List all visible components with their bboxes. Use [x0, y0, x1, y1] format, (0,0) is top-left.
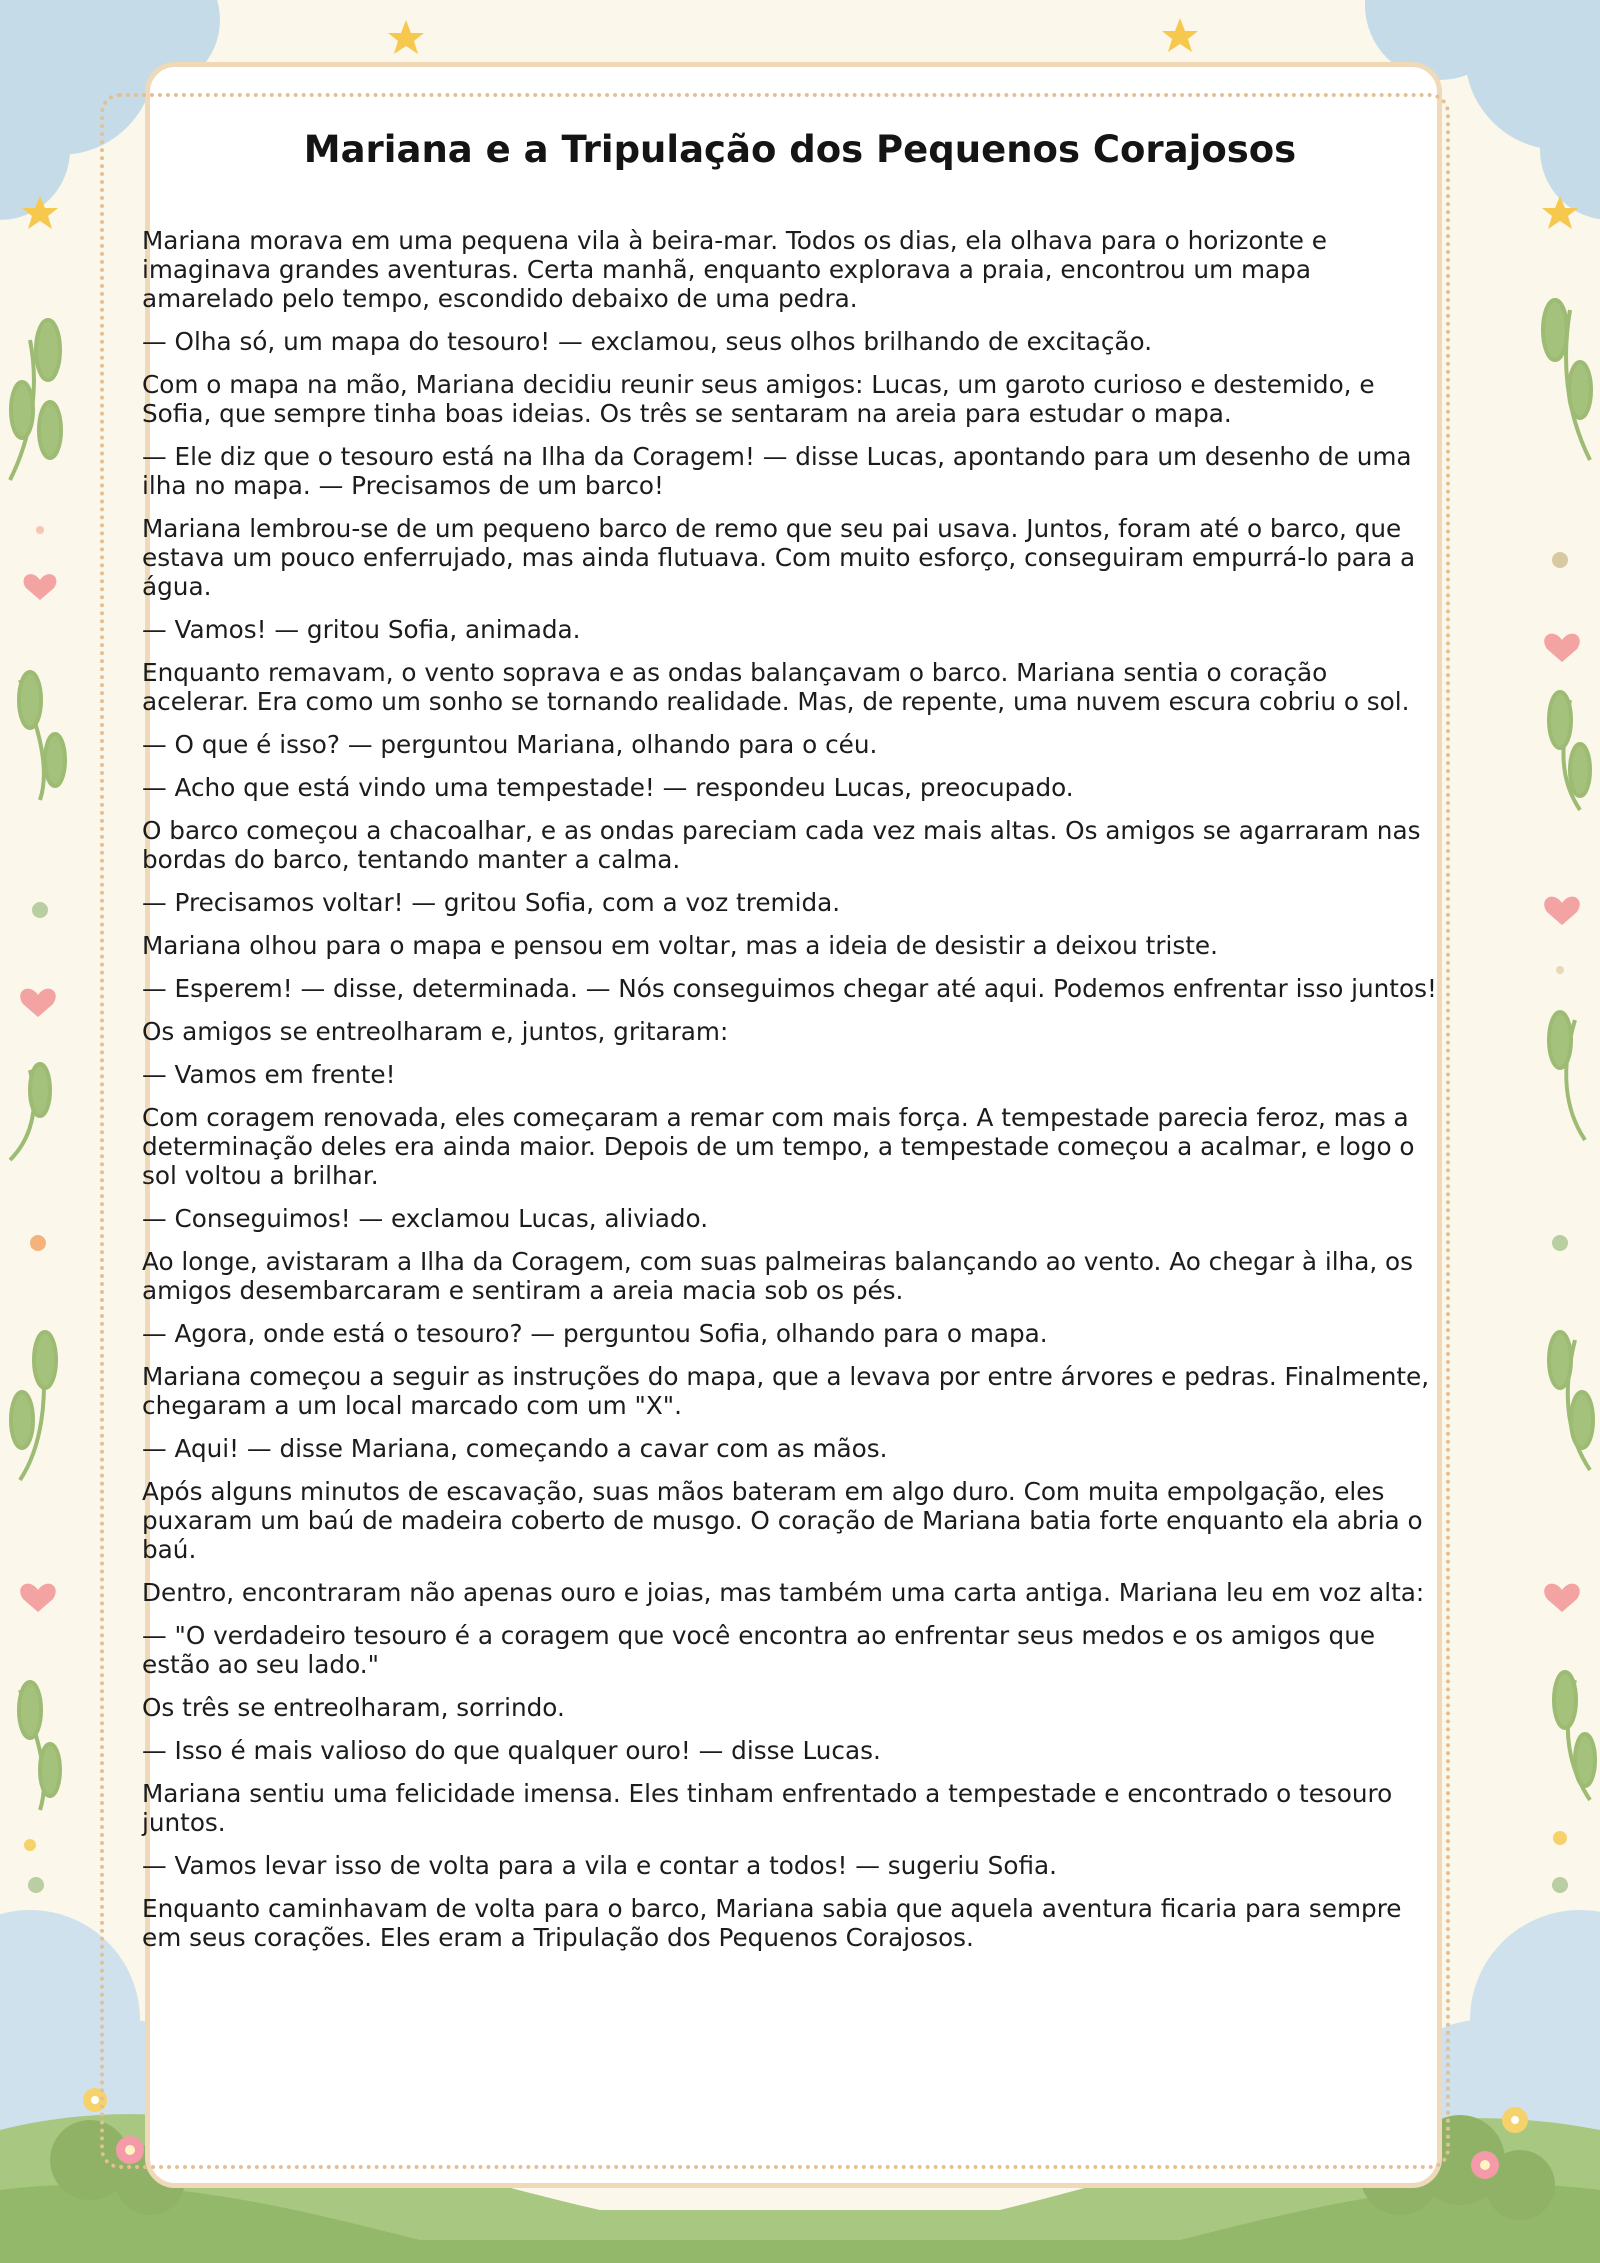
leaf-branch-right — [1543, 300, 1595, 1800]
paragraph: Enquanto caminhavam de volta para o barco, Mariana sabia que aquela aventura ficaria para sempre em seus corações. Eles eram a Tripulação dos Pequenos Corajosos. — [142, 1894, 1402, 1952]
paragraph: Com o mapa na mão, Mariana decidiu reunir seus amigos: Lucas, um garoto curioso e destemido, e Sofia, que sempre tinha boas ideias. Os três se sentaram na areia para estudar o mapa. — [142, 370, 1375, 428]
paragraph: Mariana lembrou-se de um pequeno barco de remo que seu pai usava. Juntos, foram até o barco, que estava um pouco enferrujado, mas ainda flutuava. Com muito esforço, conseguiram empurrá-lo para a água. — [142, 514, 1416, 601]
leaf-branch-left — [10, 320, 65, 1810]
paragraph: Mariana olhou para o mapa e pensou em voltar, mas a ideia de desistir a deixou triste. — [142, 931, 1218, 960]
paragraph: O barco começou a chacoalhar, e as ondas pareciam cada vez mais altas. Os amigos se agarraram nas bordas do barco, tentando manter a calma. — [142, 816, 1421, 874]
paragraph: — Isso é mais valioso do que qualquer ouro! — disse Lucas. — [142, 1736, 881, 1765]
paragraph: — Olha só, um mapa do tesouro! — exclamou, seus olhos brilhando de excitação. — [142, 327, 1153, 356]
paragraph: — Precisamos voltar! — gritou Sofia, com a voz tremida. — [142, 888, 841, 917]
paragraph: — Acho que está vindo uma tempestade! — respondeu Lucas, preocupado. — [142, 773, 1074, 802]
paragraph: Mariana começou a seguir as instruções do mapa, que a levava por entre árvores e pedras. Finalmente, chegaram a um local marcado com um "X". — [142, 1362, 1430, 1420]
paragraph: — Vamos levar isso de volta para a vila e contar a todos! — sugeriu Sofia. — [142, 1851, 1057, 1880]
story-title: Mariana e a Tripulação dos Pequenos Corajosos — [303, 128, 1297, 171]
paragraph: — Aqui! — disse Mariana, começando a cavar com as mãos. — [142, 1434, 888, 1463]
paragraph: Enquanto remavam, o vento soprava e as ondas balançavam o barco. Mariana sentia o coração acelerar. Era como um sonho se tornando realidade. Mas, de repente, uma nuvem escura cobriu o sol. — [142, 658, 1410, 716]
paragraph: — Agora, onde está o tesouro? — perguntou Sofia, olhando para o mapa. — [142, 1319, 1048, 1348]
paragraph: Os amigos se entreolharam e, juntos, gritaram: — [142, 1017, 729, 1046]
paragraph: Após alguns minutos de escavação, suas mãos bateram em algo duro. Com muita empolgação, eles puxaram um baú de madeira coberto de musgo. O coração de Mariana batia forte enquanto ela abria o baú. — [142, 1477, 1423, 1564]
paragraph: Mariana morava em uma pequena vila à beira-mar. Todos os dias, ela olhava para o horizonte e imaginava grandes aventuras. Certa manhã, enquanto explorava a praia, encontrou um mapa amarelado pelo tempo, escondido debaixo de uma pedra. — [142, 226, 1327, 313]
paragraph: — Esperem! — disse, determinada. — Nós conseguimos chegar até aqui. Podemos enfrentar isso juntos! — [142, 974, 1437, 1003]
paragraph: Os três se entreolharam, sorrindo. — [142, 1693, 565, 1722]
paragraph: Com coragem renovada, eles começaram a remar com mais força. A tempestade parecia feroz, mas a determinação deles era ainda maior. Depois de um tempo, a tempestade começou a acalmar, e logo o sol voltou a brilhar. — [142, 1103, 1415, 1190]
paragraph: — Ele diz que o tesouro está na Ilha da Coragem! — disse Lucas, apontando para um desenho de uma ilha no mapa. — Precisamos de um barco! — [142, 442, 1412, 500]
paragraph: — Vamos! — gritou Sofia, animada. — [142, 615, 581, 644]
paragraph: Dentro, encontraram não apenas ouro e joias, mas também uma carta antiga. Mariana leu em voz alta: — [142, 1578, 1425, 1607]
paragraph: Ao longe, avistaram a Ilha da Coragem, com suas palmeiras balançando ao vento. Ao chegar à ilha, os amigos desembarcaram e sentiram a areia macia sob os pés. — [142, 1247, 1413, 1305]
paragraph: — O que é isso? — perguntou Mariana, olhando para o céu. — [142, 730, 878, 759]
paragraph: — "O verdadeiro tesouro é a coragem que você encontra ao enfrentar seus medos e os amigos que estão ao seu lado." — [142, 1621, 1376, 1679]
paragraph: — Vamos em frente! — [142, 1060, 396, 1089]
paragraph: Mariana sentiu uma felicidade imensa. Eles tinham enfrentado a tempestade e encontrado o tesouro juntos. — [142, 1779, 1393, 1837]
story-text — [142, 226, 1442, 1966]
paragraph: — Conseguimos! — exclamou Lucas, aliviado. — [142, 1204, 709, 1233]
